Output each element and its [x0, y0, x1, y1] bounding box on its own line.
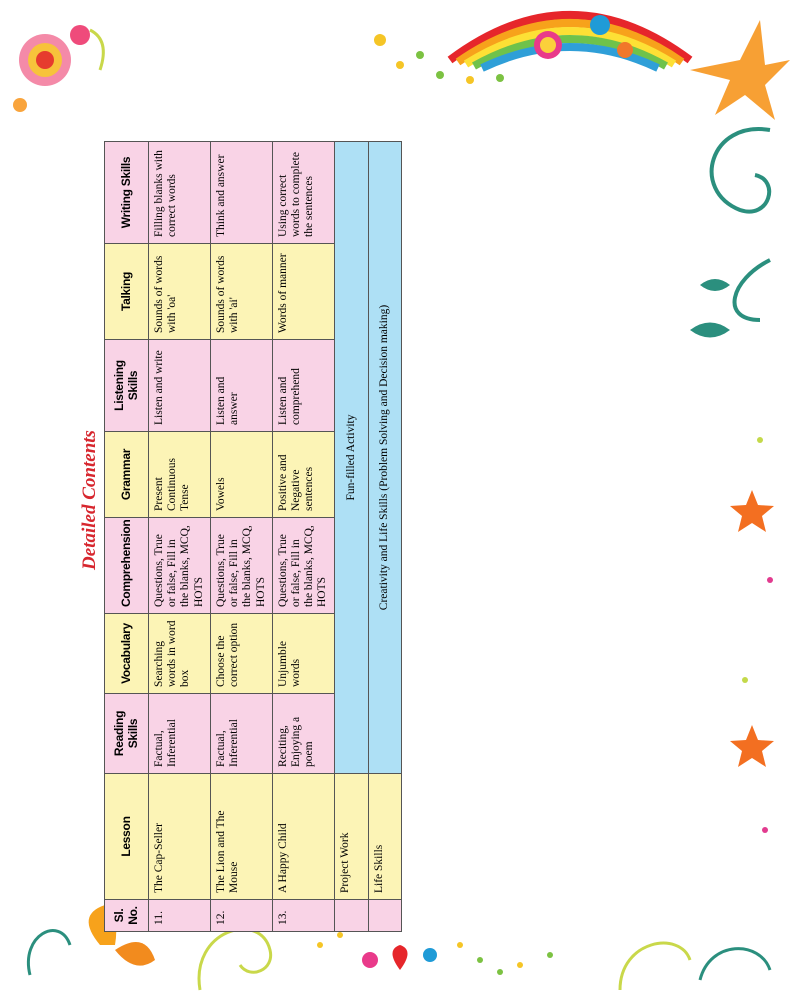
swirl-icon [28, 931, 70, 975]
table-row [149, 142, 211, 932]
star-icon [730, 490, 774, 767]
heart-icon [362, 945, 437, 970]
cell-no: 12. [210, 900, 272, 932]
table-header-row [105, 142, 149, 932]
flower-icon [13, 25, 103, 112]
cell-talking: Words of manner [272, 244, 334, 340]
swirl-icon [199, 929, 770, 990]
cell-grammar: Vowels [210, 432, 272, 518]
cell-project-work-label: Project Work [334, 774, 368, 900]
cell-reading: Factual, Inferential [210, 694, 272, 774]
cell-no [334, 900, 368, 932]
cell-lesson: A Happy Child [272, 774, 334, 900]
cell-writing: Filling blanks with correct words [149, 142, 211, 244]
leaf-icon [690, 279, 730, 338]
table-row-life-skills [368, 142, 401, 932]
cell-reading: Reciting, Enjoying a poem [272, 694, 334, 774]
cell-talking: Sounds of words with 'oa' [149, 244, 211, 340]
cell-lesson: The Lion and The Mouse [210, 774, 272, 900]
cell-vocabulary: Searching words in word box [149, 614, 211, 694]
cell-no: 13. [272, 900, 334, 932]
cell-reading: Factual, Inferential [149, 694, 211, 774]
cell-life-skills-value: Creativity and Life Skills (Problem Solving and Decision making) [368, 142, 401, 774]
cell-comprehension: Questions, True or false, Fill in the blanks, MCQ, HOTS [149, 518, 211, 614]
cell-no: 11. [149, 900, 211, 932]
star-flower-icon [690, 20, 790, 120]
cell-grammar: Present Continuous Tense [149, 432, 211, 518]
sparkle-icon [742, 437, 773, 833]
header-sl-no: Sl. No. [105, 900, 149, 932]
cell-listening: Listen and write [149, 340, 211, 432]
header-reading-skills: Reading Skills [105, 694, 149, 774]
cell-listening: Listen and answer [210, 340, 272, 432]
cell-no [368, 900, 401, 932]
rainbow-icon [450, 15, 690, 68]
contents-table-wrapper [104, 142, 391, 932]
header-talking: Talking [105, 244, 149, 340]
header-grammar: Grammar [105, 432, 149, 518]
cell-life-skills-label: Life Skills [368, 774, 401, 900]
cell-listening: Listen and comprehend [272, 340, 334, 432]
cell-talking: Sounds of words with 'ai' [210, 244, 272, 340]
cell-comprehension: Questions, True or false, Fill in the blanks, MCQ, HOTS [272, 518, 334, 614]
cell-vocabulary: Unjumble words [272, 614, 334, 694]
cell-lesson: The Cap-Seller [149, 774, 211, 900]
cell-project-work-value: Fun-filled Activity [334, 142, 368, 774]
contents-table [104, 141, 402, 932]
header-listening-skills: Listening Skills [105, 340, 149, 432]
table-row [272, 142, 334, 932]
table-row-project-work [334, 142, 368, 932]
header-vocabulary: Vocabulary [105, 614, 149, 694]
header-lesson: Lesson [105, 774, 149, 900]
cell-writing: Using correct words to complete the sentences [272, 142, 334, 244]
swirl-icon [712, 129, 770, 320]
cell-grammar: Positive and Negative sentences [272, 432, 334, 518]
header-writing-skills: Writing Skills [105, 142, 149, 244]
cell-vocabulary: Choose the correct option [210, 614, 272, 694]
table-row [210, 142, 272, 932]
header-comprehension: Comprehension [105, 518, 149, 614]
cell-comprehension: Questions, True or false, Fill in the blanks, MCQ, HOTS [210, 518, 272, 614]
page-title: Detailed Contents [79, 430, 100, 570]
cell-writing: Think and answer [210, 142, 272, 244]
